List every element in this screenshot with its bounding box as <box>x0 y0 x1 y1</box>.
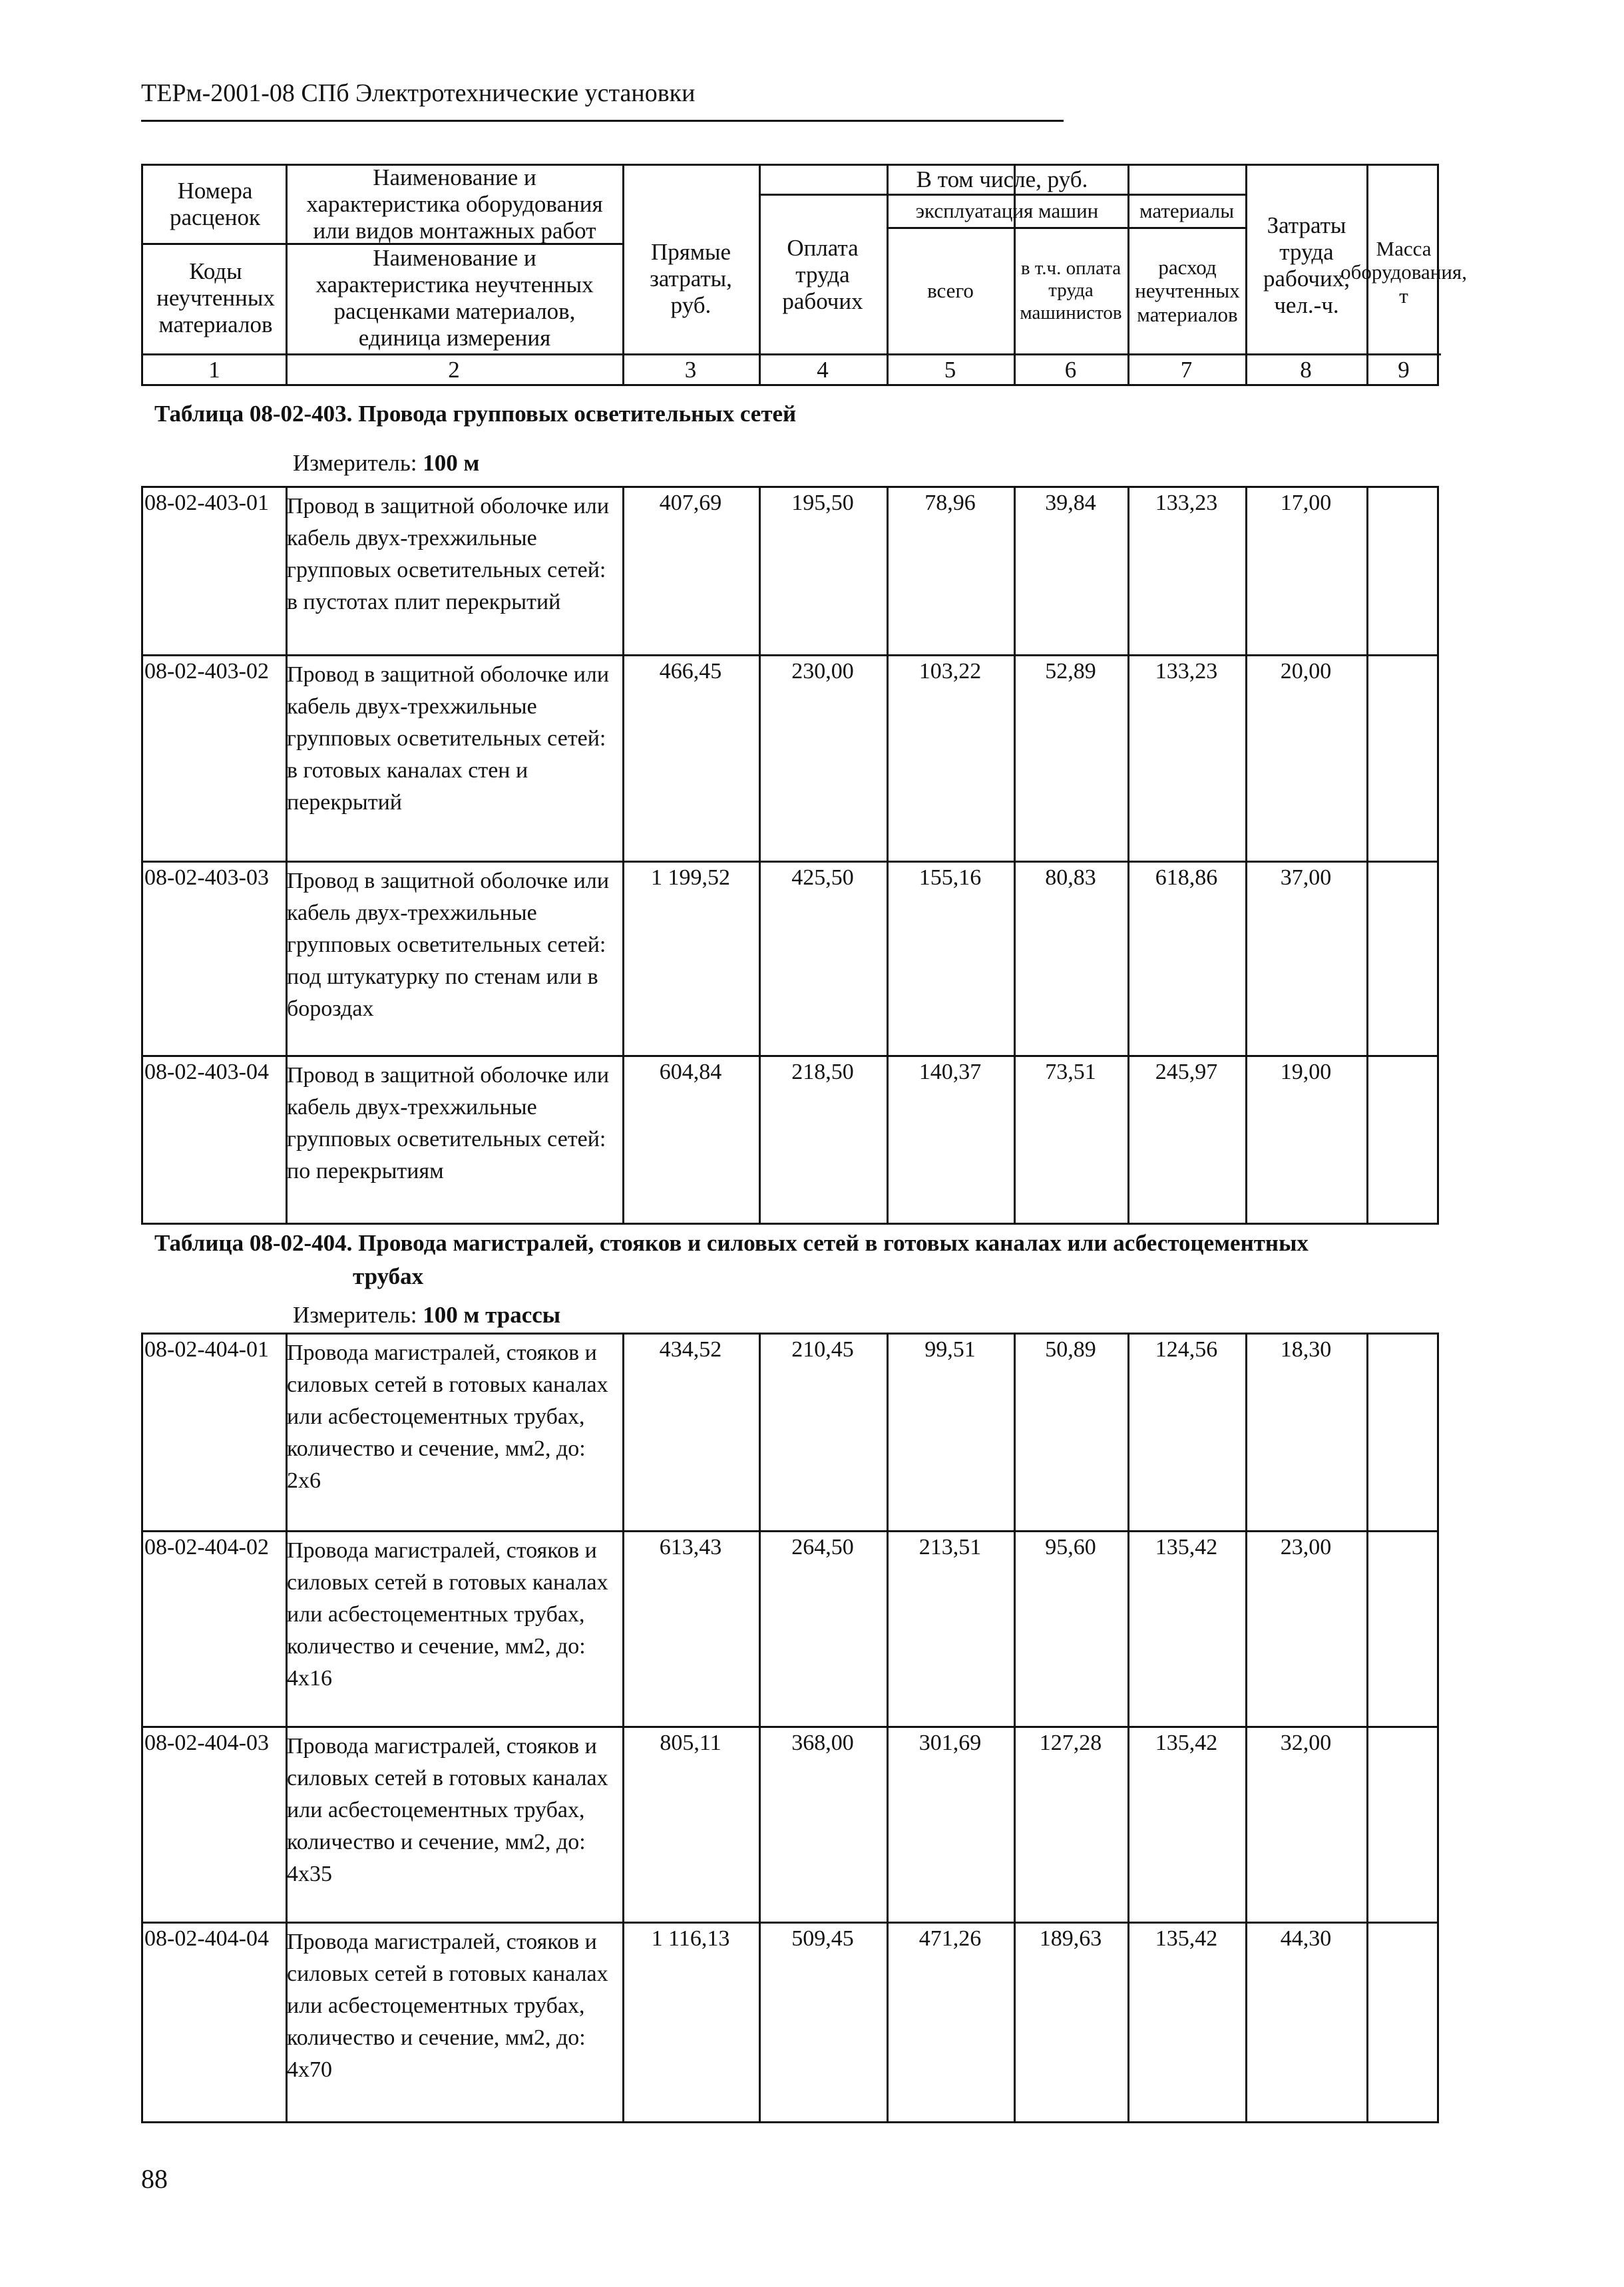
table-row <box>143 861 1437 1057</box>
column-number: 5 <box>944 356 956 383</box>
labor-hours: 20,00 <box>1280 659 1332 684</box>
labor-hours: 18,30 <box>1280 1337 1332 1362</box>
header-name-top: Наименование и характеристика оборудования или видов монтажных работ <box>306 164 603 244</box>
direct-costs: 466,45 <box>659 659 722 684</box>
column-number: 8 <box>1300 356 1312 383</box>
page-number: 88 <box>141 2164 168 2194</box>
materials-usage: 135,42 <box>1155 1926 1218 1951</box>
column-number: 9 <box>1398 356 1410 383</box>
operators-pay: 127,28 <box>1039 1731 1102 1755</box>
labor-pay: 218,50 <box>791 1060 854 1084</box>
table-row <box>143 654 1437 863</box>
labor-hours: 44,30 <box>1280 1926 1332 1951</box>
row-description: Провода магистралей, стояков и силовых сетей в готовых каналах или асбестоцементных трубах, количество и сечение, мм2, до: 4х16 <box>287 1538 608 1691</box>
table-row <box>143 488 1437 654</box>
column-number: 4 <box>817 356 829 383</box>
table-row <box>143 1726 1437 1924</box>
page-header: ТЕРм-2001-08 СПб Электротехнические установки <box>141 79 696 107</box>
row-code: 08-02-403-03 <box>144 865 269 890</box>
unit-label: Измеритель: <box>293 1302 417 1328</box>
direct-costs: 613,43 <box>659 1535 722 1559</box>
direct-costs: 805,11 <box>660 1731 721 1755</box>
column-number: 7 <box>1180 356 1193 383</box>
table-row <box>143 1922 1437 2123</box>
row-description: Провода магистралей, стояков и силовых сетей в готовых каналах или асбестоцементных трубах, количество и сечение, мм2, до: 4х35 <box>287 1734 608 1886</box>
row-code: 08-02-404-01 <box>144 1337 269 1362</box>
column-number: 3 <box>684 356 697 383</box>
header-materials: материалы <box>1139 199 1235 223</box>
labor-pay: 368,00 <box>791 1731 854 1755</box>
column-header-table <box>141 164 1467 386</box>
labor-pay: 230,00 <box>791 659 854 684</box>
row-code: 08-02-403-02 <box>144 659 269 684</box>
materials-usage: 135,42 <box>1155 1535 1218 1559</box>
column-number: 6 <box>1064 356 1077 383</box>
table-403-unit <box>293 450 479 477</box>
materials-usage: 133,23 <box>1155 491 1218 515</box>
direct-costs: 1 199,52 <box>651 865 730 890</box>
labor-pay: 425,50 <box>791 865 854 890</box>
machines-total: 103,22 <box>918 659 982 684</box>
direct-costs: 407,69 <box>659 491 722 515</box>
table-403-title: Таблица 08-02-403. Провода групповых осветительных сетей <box>154 401 797 427</box>
table-row <box>143 1530 1437 1728</box>
row-code: 08-02-404-03 <box>144 1731 269 1755</box>
row-code: 08-02-403-04 <box>144 1060 269 1084</box>
header-name-bottom: Наименование и характеристика неучтенных расценками материалов, единица измерения <box>315 244 594 351</box>
labor-pay: 210,45 <box>791 1337 854 1362</box>
operators-pay: 50,89 <box>1045 1337 1096 1362</box>
table-row <box>143 1055 1437 1227</box>
unit-value: 100 м <box>423 450 480 476</box>
table-row <box>143 1335 1437 1530</box>
unit-value: 100 м трассы <box>423 1302 561 1328</box>
table-403 <box>141 486 1439 1225</box>
unit-label: Измеритель: <box>293 450 417 476</box>
header-labor-hours: Затраты труда рабочих, чел.-ч. <box>1263 212 1350 319</box>
operators-pay: 189,63 <box>1039 1926 1102 1951</box>
header-rule <box>141 120 1064 122</box>
header-mass: Масса оборудования, т <box>1340 236 1467 308</box>
header-materials-usage: расход неучтенных материалов <box>1135 255 1240 326</box>
row-description: Провод в защитной оболочке или кабель двух-трехжильные групповых осветительных сетей: в готовых каналах стен и перекрытий <box>287 662 610 815</box>
table-404-title-continued: трубах <box>353 1263 424 1289</box>
labor-pay: 195,50 <box>791 491 854 515</box>
labor-hours: 32,00 <box>1280 1731 1332 1755</box>
row-description: Провода магистралей, стояков и силовых сетей в готовых каналах или асбестоцементных трубах, количество и сечение, мм2, до: 2х6 <box>287 1341 608 1493</box>
materials-usage: 124,56 <box>1155 1337 1218 1362</box>
machines-total: 99,51 <box>924 1337 976 1362</box>
header-machines: эксплуатация машин <box>915 199 1099 223</box>
row-code: 08-02-404-02 <box>144 1535 269 1559</box>
row-description: Провод в защитной оболочке или кабель двух-трехжильные групповых осветительных сетей: по перекрытиям <box>287 1063 610 1183</box>
operators-pay: 52,89 <box>1045 659 1096 684</box>
materials-usage: 245,97 <box>1155 1060 1218 1084</box>
operators-pay: 95,60 <box>1045 1535 1096 1559</box>
operators-pay: 80,83 <box>1045 865 1096 890</box>
machines-total: 213,51 <box>918 1535 982 1559</box>
materials-usage: 618,86 <box>1155 865 1218 890</box>
header-group: В том числе, руб. <box>916 166 1088 192</box>
labor-hours: 37,00 <box>1280 865 1332 890</box>
table-404 <box>141 1333 1439 2123</box>
labor-pay: 264,50 <box>791 1535 854 1559</box>
machines-total: 471,26 <box>918 1926 982 1951</box>
materials-usage: 133,23 <box>1155 659 1218 684</box>
machines-total: 78,96 <box>924 491 976 515</box>
machines-total: 155,16 <box>918 865 982 890</box>
direct-costs: 434,52 <box>659 1337 722 1362</box>
header-operators-pay: в т.ч. оплата труда машинистов <box>1020 257 1122 323</box>
header-direct-costs: Прямые затраты, руб. <box>650 238 732 319</box>
header-machines-total: всего <box>927 279 974 303</box>
machines-total: 301,69 <box>918 1731 982 1755</box>
row-description: Провода магистралей, стояков и силовых сетей в готовых каналах или асбестоцементных трубах, количество и сечение, мм2, до: 4х70 <box>287 1930 608 2082</box>
row-code: 08-02-403-01 <box>144 491 269 515</box>
row-code: 08-02-404-04 <box>144 1926 269 1951</box>
labor-hours: 19,00 <box>1280 1060 1332 1084</box>
row-description: Провод в защитной оболочке или кабель двух-трехжильные групповых осветительных сетей: под штукатурку по стенам или в бороздах <box>287 869 610 1021</box>
row-description: Провод в защитной оболочке или кабель двух-трехжильные групповых осветительных сетей: в пустотах плит перекрытий <box>287 494 610 614</box>
labor-hours: 17,00 <box>1280 491 1332 515</box>
column-number: 1 <box>208 356 220 383</box>
machines-total: 140,37 <box>918 1060 982 1084</box>
direct-costs: 1 116,13 <box>651 1926 730 1951</box>
direct-costs: 604,84 <box>659 1060 722 1084</box>
column-number: 2 <box>448 356 460 383</box>
labor-pay: 509,45 <box>791 1926 854 1951</box>
table-404-unit <box>293 1302 560 1329</box>
operators-pay: 39,84 <box>1045 491 1096 515</box>
labor-hours: 23,00 <box>1280 1535 1332 1559</box>
operators-pay: 73,51 <box>1045 1060 1096 1084</box>
header-labor-pay: Оплата труда рабочих <box>782 234 863 315</box>
table-404-title: Таблица 08-02-404. Провода магистралей, стояков и силовых сетей в готовых каналах или асбестоцементных <box>154 1230 1309 1256</box>
header-codes-top: Номера расценок <box>169 177 261 230</box>
materials-usage: 135,42 <box>1155 1731 1218 1755</box>
header-codes-bottom: Коды неучтенных материалов <box>156 258 275 338</box>
